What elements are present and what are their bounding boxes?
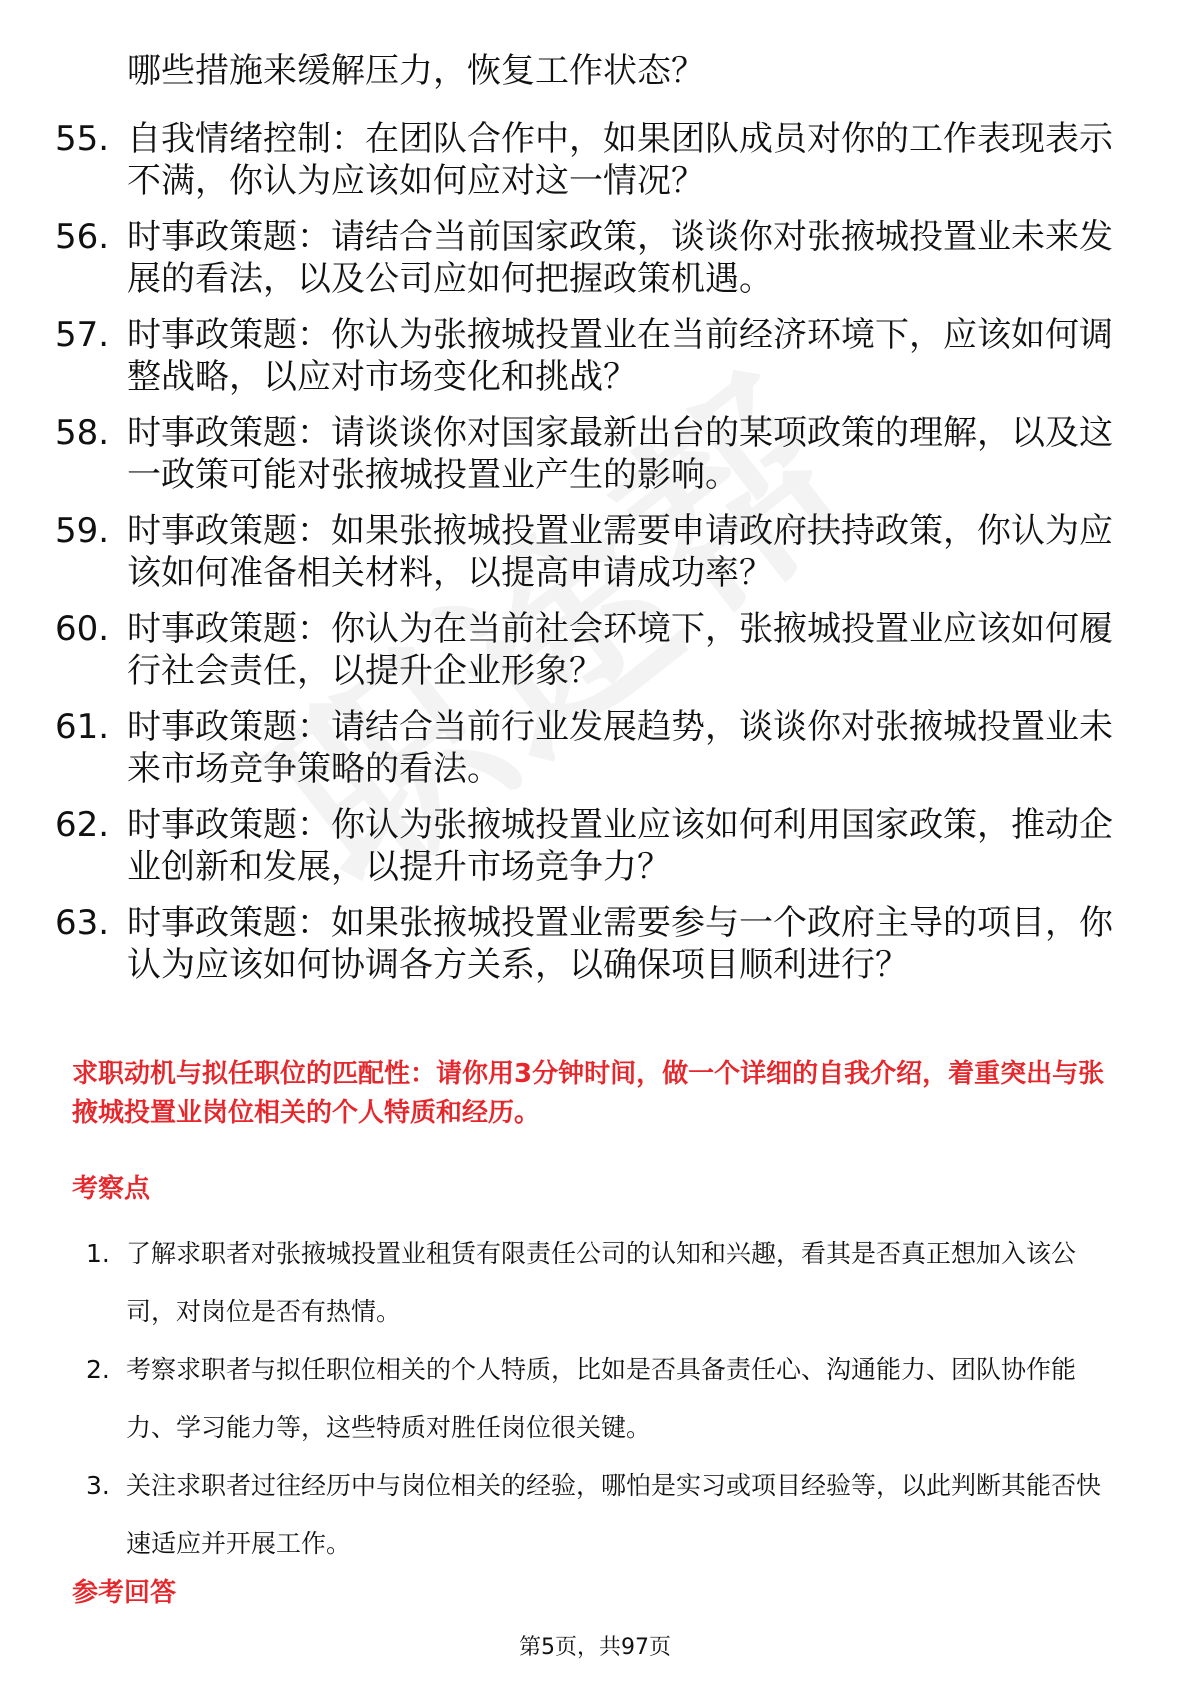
question-text: 时事政策题：你认为张掖城投置业应该如何利用国家政策，推动企业创新和发展，以提升市场竞争力？ (127, 805, 1113, 887)
question-list (55, 118, 1115, 1000)
point-item (72, 1225, 1117, 1341)
points-heading: 考察点 (72, 1174, 151, 1204)
point-text: 关注求职者过往经历中与岗位相关的经验，哪怕是实习或项目经验等，以此判断其能否快速适应并开展工作。 (126, 1471, 1102, 1558)
point-item (72, 1457, 1117, 1573)
question-text: 时事政策题：如果张掖城投置业需要申请政府扶持政策，你认为应该如何准备相关材料，以提高申请成功率？ (127, 511, 1113, 593)
intro-line: 哪些措施来缓解压力，恢复工作状态？ (127, 51, 705, 91)
point-text: 考察求职者与拟任职位相关的个人特质，比如是否具备责任心、沟通能力、团队协作能力、学习能力等，这些特质对胜任岗位很关键。 (126, 1355, 1077, 1442)
question-text: 时事政策题：请谈谈你对国家最新出台的某项政策的理解，以及这一政策可能对张掖城投置业产生的影响。 (127, 413, 1113, 495)
highlight-question: 求职动机与拟任职位的匹配性：请你用3分钟时间，做一个详细的自我介绍，着重突出与张掖城投置业岗位相关的个人特质和经历。 (72, 1059, 1105, 1128)
question-text: 自我情绪控制：在团队合作中，如果团队成员对你的工作表现表示不满，你认为应该如何应对这一情况？ (127, 119, 1113, 201)
question-text: 时事政策题：请结合当前国家政策，谈谈你对张掖城投置业未来发展的看法，以及公司应如何把握政策机遇。 (127, 217, 1113, 299)
question-number: 63. (55, 903, 110, 943)
question-item (55, 118, 1115, 202)
question-number: 59. (55, 511, 110, 551)
point-number: 2. (86, 1355, 110, 1384)
point-number: 3. (86, 1471, 110, 1500)
question-item (55, 412, 1115, 496)
question-number: 58. (55, 413, 110, 453)
question-item (55, 804, 1115, 888)
question-text: 时事政策题：请结合当前行业发展趋势，谈谈你对张掖城投置业未来市场竞争策略的看法。 (127, 707, 1113, 789)
question-number: 62. (55, 805, 110, 845)
question-item (55, 314, 1115, 398)
question-number: 56. (55, 217, 110, 257)
page-footer: 第5页，共97页 (519, 1635, 671, 1660)
points-list (72, 1225, 1117, 1573)
question-item (55, 510, 1115, 594)
answer-heading: 参考回答 (72, 1578, 177, 1608)
question-text: 时事政策题：你认为张掖城投置业在当前经济环境下，应该如何调整战略，以应对市场变化和挑战？ (127, 315, 1113, 397)
question-text: 时事政策题：你认为在当前社会环境下，张掖城投置业应该如何履行社会责任，以提升企业形象？ (127, 609, 1113, 691)
question-item (55, 902, 1115, 986)
question-item (55, 608, 1115, 692)
question-number: 61. (55, 707, 110, 747)
point-item (72, 1341, 1117, 1457)
question-text: 时事政策题：如果张掖城投置业需要参与一个政府主导的项目，你认为应该如何协调各方关系，以确保项目顺利进行？ (127, 903, 1113, 985)
question-number: 57. (55, 315, 110, 355)
point-text: 了解求职者对张掖城投置业租赁有限责任公司的认知和兴趣，看其是否真正想加入该公司，对岗位是否有热情。 (126, 1239, 1077, 1326)
question-number: 55. (55, 119, 110, 159)
question-item (55, 706, 1115, 790)
point-number: 1. (86, 1239, 110, 1268)
question-item (55, 216, 1115, 300)
question-number: 60. (55, 609, 110, 649)
